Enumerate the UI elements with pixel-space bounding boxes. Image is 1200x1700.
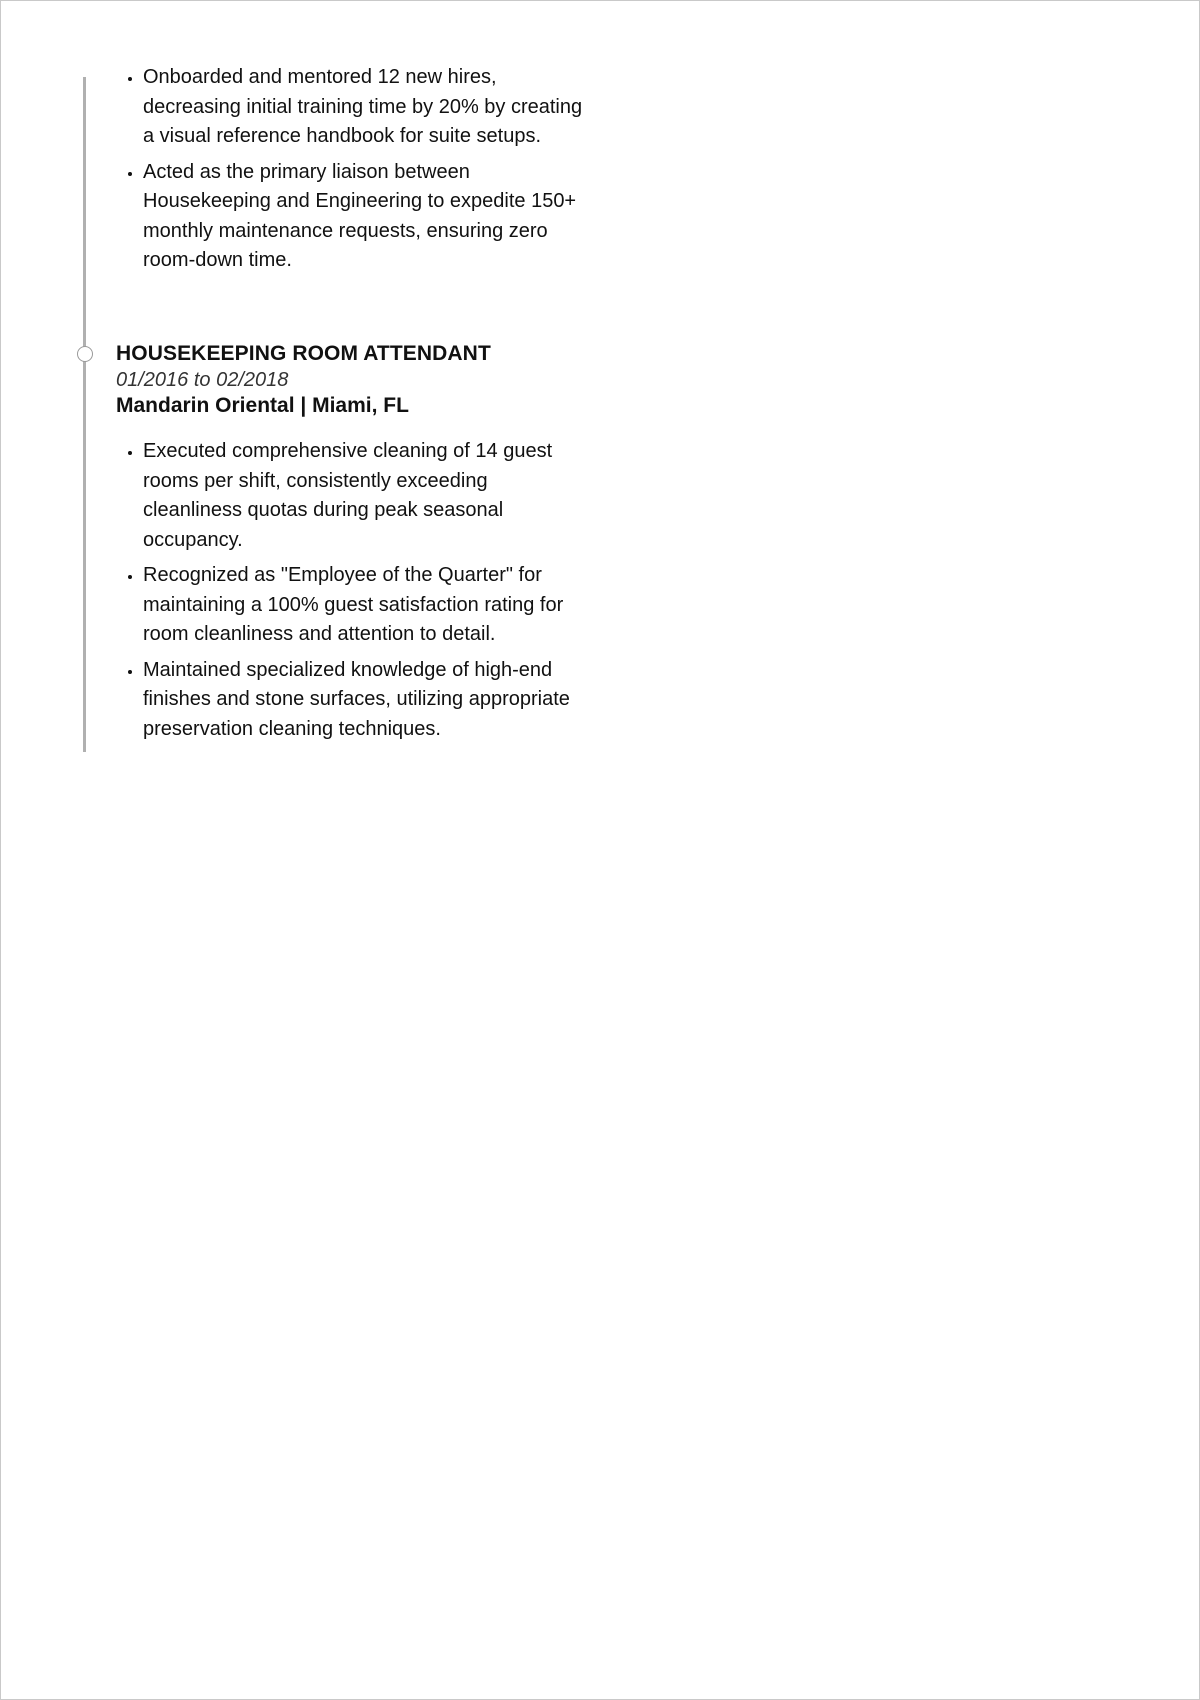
previous-job-section — [116, 63, 586, 282]
job-title: HOUSEKEEPING ROOM ATTENDANT — [116, 342, 491, 365]
timeline-node-circle — [77, 346, 93, 362]
bullet-item: • Acted as the primary liaison between Housekeeping and Engineering to expedite 150+ monthly maintenance requests, ensuring zero room-down time. — [143, 158, 586, 276]
job-entry — [116, 341, 586, 750]
timeline-line — [83, 77, 86, 752]
bullet-item: • Onboarded and mentored 12 new hires, decreasing initial training time by 20% by creating a visual reference handbook for suite setups. — [143, 63, 586, 152]
job-bullet-list — [116, 437, 586, 744]
bullet-item: • Maintained specialized knowledge of high-end finishes and stone surfaces, utilizing appropriate preservation cleaning techniques. — [143, 656, 586, 745]
bullet-item: • Recognized as "Employee of the Quarter" for maintaining a 100% guest satisfaction rating for room cleanliness and attention to detail. — [143, 561, 586, 650]
bullet-item: • Executed comprehensive cleaning of 14 guest rooms per shift, consistently exceeding cleanliness quotas during peak seasonal occupancy. — [143, 437, 586, 555]
job-dates: 01/2016 to 02/2018 — [116, 369, 289, 391]
job-company: Mandarin Oriental | Miami, FL — [116, 394, 409, 417]
previous-job-bullet-list — [116, 63, 586, 276]
